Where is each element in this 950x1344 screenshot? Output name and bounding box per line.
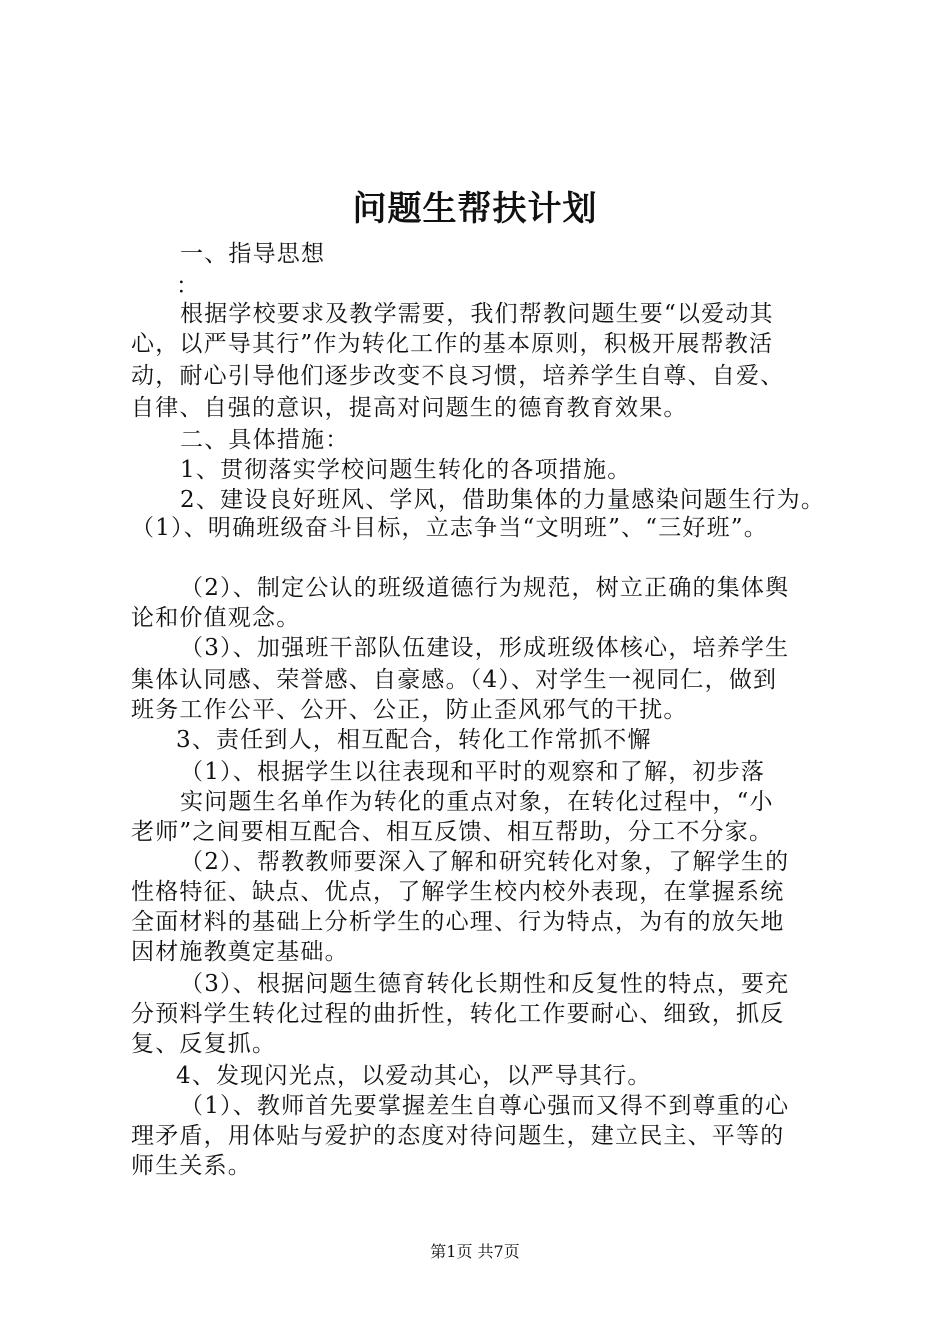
text-line: 实问题生名单作为转化的重点对象，在转化过程中，“小	[180, 789, 774, 815]
text-line: 复、反复抓。	[131, 1031, 277, 1057]
text-line: 老师”之间要相互配合、相互反馈、相互帮助，分工不分家。	[131, 819, 774, 845]
text-line: 心，以严导其行”作为转化工作的基本原则，积极开展帮教活	[131, 331, 774, 357]
text-line: 根据学校要求及教学需要，我们帮教问题生要“以爱动其	[180, 301, 774, 327]
text-line: 班务工作公平、公开、公正，防止歪风邪气的干扰。	[131, 697, 688, 723]
text-line: 师生关系。	[131, 1153, 252, 1179]
text-line: （3）、根据问题生德育转化长期性和反复性的特点，要充	[180, 971, 790, 997]
section-heading-measures: 二、具体措施：	[180, 427, 350, 453]
text-line: 分预料学生转化过程的曲折性，转化工作要耐心、细致，抓反	[131, 1001, 785, 1027]
text-line: ：	[176, 273, 201, 299]
text-line: 动，耐心引导他们逐步改变不良习惯，培养学生自尊、自爱、	[131, 363, 785, 389]
text-line: （3）、加强班干部队伍建设，形成班级体核心，培养学生	[180, 635, 790, 661]
text-line: 3、责任到人，相互配合，转化工作常抓不懈	[176, 727, 652, 753]
text-line: 论和价值观念。	[131, 605, 301, 631]
text-line: 因材施教奠定基础。	[131, 939, 349, 965]
text-line: 自律、自强的意识，提高对问题生的德育教育效果。	[131, 395, 688, 421]
text-line: （2）、制定公认的班级道德行为规范，树立正确的集体舆	[180, 575, 790, 601]
text-line: （1）、明确班级奋斗目标，立志争当“文明班”、“三好班”。	[131, 515, 768, 541]
page-number-footer: 第1页 共7页	[430, 1242, 520, 1261]
text-line: 2、建设良好班风、学风，借助集体的力量感染问题生行为。	[180, 487, 826, 513]
text-line: （2）、帮教教师要深入了解和研究转化对象，了解学生的	[180, 849, 790, 875]
text-line: （1）、教师首先要掌握差生自尊心强而又得不到尊重的心	[180, 1093, 790, 1119]
text-line: 集体认同感、荣誉感、自豪感。（4）、对学生一视同仁，做到	[131, 667, 778, 693]
document-title: 问题生帮扶计划	[352, 189, 598, 229]
text-line: 1、贯彻落实学校问题生转化的各项措施。	[180, 457, 632, 483]
text-line: 理矛盾，用体贴与爱护的态度对待问题生，建立民主、平等的	[131, 1123, 785, 1149]
text-line: 4、发现闪光点，以爱动其心，以严导其行。	[176, 1063, 652, 1089]
text-line: 性格特征、缺点、优点，了解学生校内校外表现，在掌握系统	[131, 879, 785, 905]
section-heading-guiding-thought: 一、指导思想	[180, 241, 326, 267]
text-line: （1）、根据学生以往表现和平时的观察和了解，初步落	[180, 759, 766, 785]
text-line: 全面材料的基础上分析学生的心理、行为特点，为有的放矢地	[131, 909, 785, 935]
